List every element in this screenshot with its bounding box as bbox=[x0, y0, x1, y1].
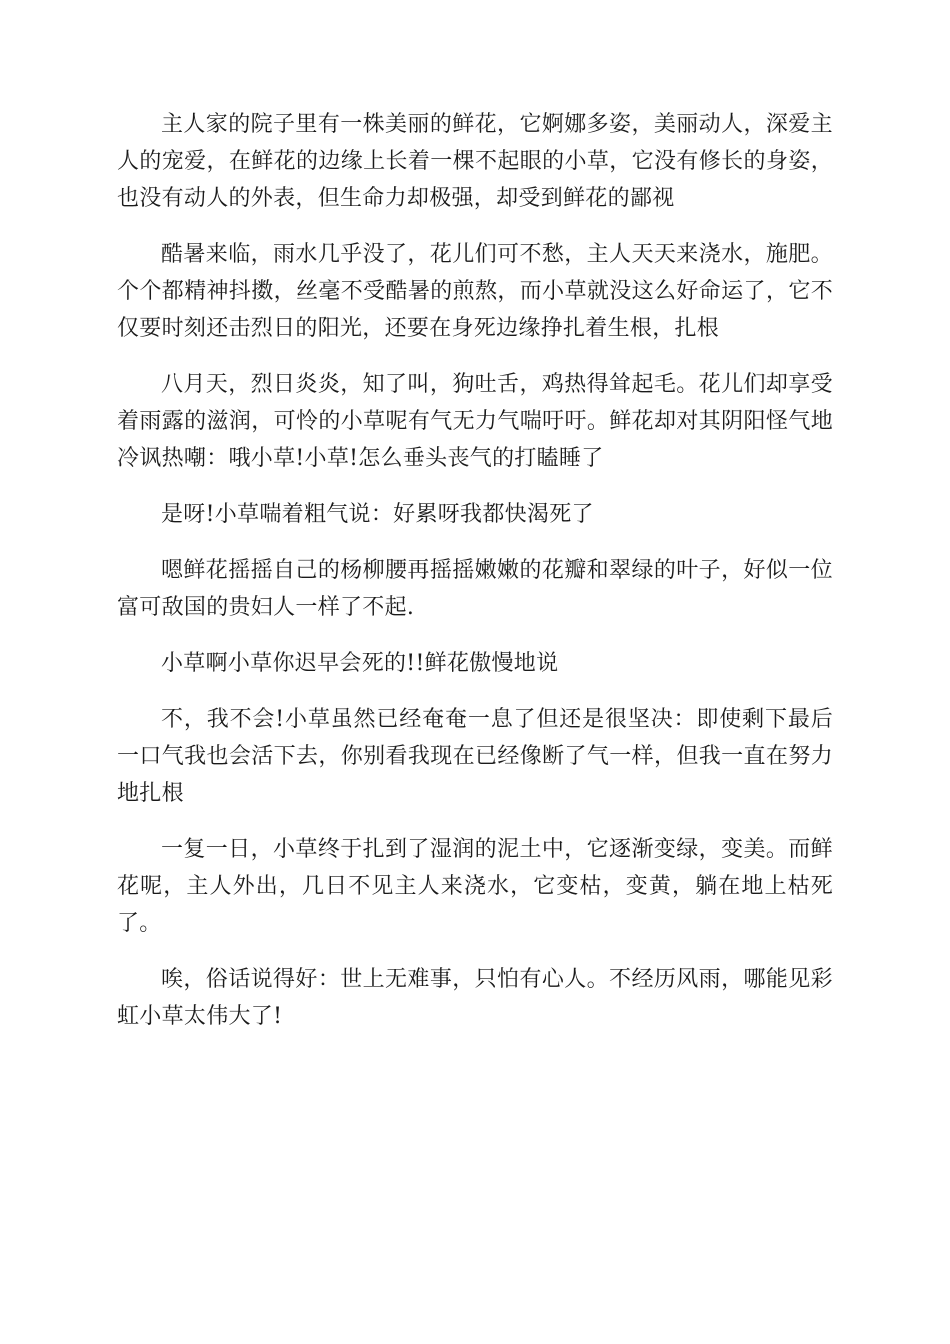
paragraph-4: 是呀!小草喘着粗气说：好累呀我都快渴死了 bbox=[161, 502, 594, 527]
paragraph-5: 嗯鲜花摇摇自己的杨柳腰再摇摇嫩嫩的花瓣和翠绿的叶子，好似一位富可敌国的贵妇人一样了不起. bbox=[117, 558, 833, 620]
paragraph-1: 主人家的院子里有一株美丽的鲜花，它婀娜多姿，美丽动人，深爱主人的宠爱，在鲜花的边缘上长着一棵不起眼的小草，它没有修长的身姿，也没有动人的外表，但生命力却极强，却受到鲜花的鄙视 bbox=[117, 112, 833, 211]
paragraph-7: 不，我不会!小草虽然已经奄奄一息了但还是很坚决：即使剩下最后一口气我也会活下去，你别看我现在已经像断了气一样，但我一直在努力地扎根 bbox=[117, 707, 833, 806]
paragraph-9: 唉，俗话说得好：世上无难事，只怕有心人。不经历风雨，哪能见彩虹小草太伟大了! bbox=[117, 967, 833, 1029]
paragraph-3: 八月天，烈日炎炎，知了叫，狗吐舌，鸡热得耸起毛。花儿们却享受着雨露的滋润，可怜的小草呢有气无力气喘吁吁。鲜花却对其阴阳怪气地冷讽热嘲：哦小草!小草!怎么垂头丧气的打瞌睡了 bbox=[117, 372, 833, 471]
document-body bbox=[117, 106, 833, 1054]
paragraph-6: 小草啊小草你迟早会死的!!鲜花傲慢地说 bbox=[161, 651, 559, 676]
paragraph-8: 一复一日，小草终于扎到了湿润的泥土中，它逐渐变绿，变美。而鲜花呢，主人外出，几日不见主人来浇水，它变枯，变黄，躺在地上枯死了。 bbox=[117, 837, 833, 936]
paragraph-2: 酷暑来临，雨水几乎没了，花儿们可不愁，主人天天来浇水，施肥。个个都精神抖擞，丝毫不受酷暑的煎熬，而小草就没这么好命运了，它不仅要时刻还击烈日的阳光，还要在身死边缘挣扎着生根，扎根 bbox=[117, 242, 833, 341]
